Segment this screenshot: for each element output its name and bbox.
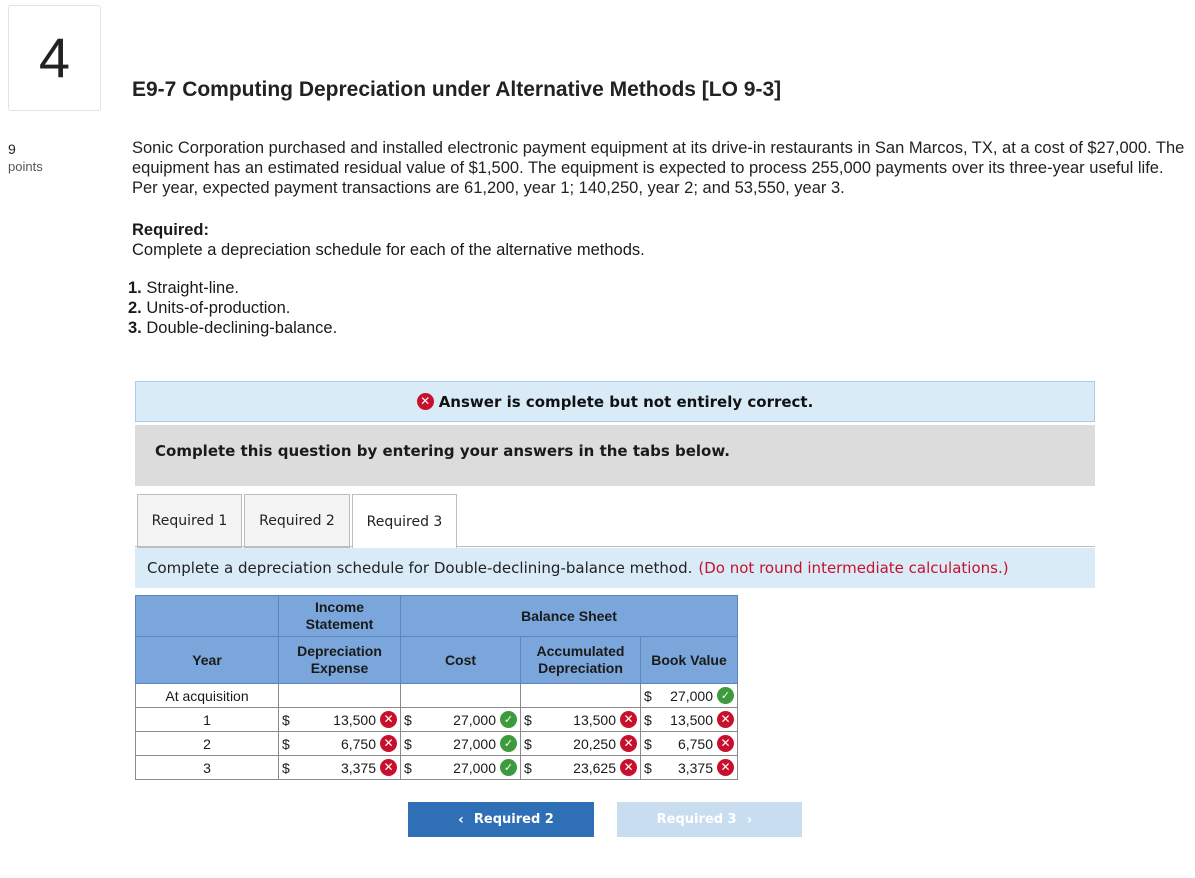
required-text: Complete a depreciation schedule for each of the alternative methods.	[132, 241, 645, 259]
value-text: 3,375	[340, 759, 376, 776]
next-button[interactable]	[617, 802, 802, 837]
chevron-left-icon: ‹	[458, 811, 464, 828]
header-income-statement: Income Statement	[279, 596, 401, 637]
question-number: 4	[8, 5, 101, 111]
currency-symbol: $	[404, 735, 412, 752]
list-item: 1. Straight-line.	[128, 279, 239, 297]
currency-symbol: $	[282, 735, 290, 752]
value-text: 6,750	[677, 735, 713, 752]
value-text: 13,500	[573, 711, 616, 728]
accum-dep-input[interactable]	[521, 756, 641, 780]
points-label: points	[8, 159, 43, 174]
schedule-note: (Do not round intermediate calculations.)	[698, 559, 1009, 577]
table-row	[136, 756, 738, 780]
tab-required-3[interactable]: Required 3	[352, 494, 457, 549]
year-cell: 3	[136, 756, 279, 780]
accum-dep-input[interactable]	[521, 684, 641, 708]
cost-input[interactable]	[401, 708, 521, 732]
value-text: 13,500	[670, 711, 713, 728]
currency-symbol: $	[524, 759, 532, 776]
dep-expense-input[interactable]	[279, 732, 401, 756]
prev-button[interactable]	[408, 802, 594, 837]
accum-dep-input[interactable]	[521, 708, 641, 732]
header-blank	[136, 596, 279, 637]
incorrect-icon: ✕	[380, 711, 397, 728]
currency-symbol: $	[524, 735, 532, 752]
table-row	[136, 708, 738, 732]
correct-icon: ✓	[717, 687, 734, 704]
points-indicator	[8, 140, 43, 176]
value-text: 23,625	[573, 759, 616, 776]
chevron-right-icon: ›	[746, 811, 753, 828]
header-balance-sheet: Balance Sheet	[401, 596, 738, 637]
answer-status-banner	[135, 381, 1095, 422]
book-value-input[interactable]	[641, 684, 738, 708]
incorrect-icon: ✕	[380, 735, 397, 752]
header-cost: Cost	[401, 637, 521, 684]
dep-expense-input[interactable]	[279, 708, 401, 732]
incorrect-icon: ✕	[717, 759, 734, 776]
currency-symbol: $	[282, 759, 290, 776]
methods-list	[128, 278, 337, 338]
year-cell: At acquisition	[136, 684, 279, 708]
incorrect-icon: ✕	[620, 759, 637, 776]
incorrect-icon: ✕	[620, 711, 637, 728]
currency-symbol: $	[644, 711, 652, 728]
tab-required-2[interactable]: Required 2	[244, 494, 350, 548]
currency-symbol: $	[282, 711, 290, 728]
year-cell: 1	[136, 708, 279, 732]
currency-symbol: $	[404, 759, 412, 776]
required-heading: Required:	[132, 221, 210, 239]
value-text: 27,000	[453, 711, 496, 728]
points-value: 9	[8, 141, 16, 157]
value-text: 27,000	[670, 687, 713, 704]
list-item: 3. Double-declining-balance.	[128, 319, 338, 337]
header-book-value: Book Value	[641, 637, 738, 684]
answer-status-text: Answer is complete but not entirely correct.	[438, 392, 814, 411]
table-row	[136, 684, 738, 708]
currency-symbol: $	[524, 711, 532, 728]
currency-symbol: $	[644, 735, 652, 752]
correct-icon: ✓	[500, 711, 517, 728]
incorrect-icon: ✕	[380, 759, 397, 776]
book-value-input[interactable]	[641, 732, 738, 756]
question-title: E9-7 Computing Depreciation under Alternative Methods [LO 9-3]	[132, 78, 782, 101]
depreciation-table	[135, 595, 738, 780]
tab-required-1[interactable]: Required 1	[137, 494, 242, 548]
book-value-input[interactable]	[641, 708, 738, 732]
instruction-text: Complete this question by entering your answers in the tabs below.	[155, 442, 730, 460]
schedule-label: Complete a depreciation schedule for Double-declining-balance method.	[147, 559, 693, 577]
year-cell: 2	[136, 732, 279, 756]
list-item: 2. Units-of-production.	[128, 299, 291, 317]
cost-input[interactable]	[401, 684, 521, 708]
incorrect-icon: ✕	[417, 393, 434, 410]
dep-expense-input[interactable]	[279, 684, 401, 708]
question-paragraph: Sonic Corporation purchased and installed electronic payment equipment at its drive-in restaurants in San Marcos, TX, at a cost of $27,000. The equipment has an estimated residual value of $1,500. The equipment is expected to process 255,000 payments over its three-year useful life. Per year, expected payment transactions are 61,200, year 1; 140,250, year 2; and 53,550, year 3.	[132, 139, 1185, 197]
dep-expense-input[interactable]	[279, 756, 401, 780]
currency-symbol: $	[404, 711, 412, 728]
cost-input[interactable]	[401, 756, 521, 780]
value-text: 20,250	[573, 735, 616, 752]
correct-icon: ✓	[500, 735, 517, 752]
value-text: 3,375	[677, 759, 713, 776]
header-year: Year	[136, 637, 279, 684]
incorrect-icon: ✕	[620, 735, 637, 752]
currency-symbol: $	[644, 687, 652, 704]
header-dep-expense: Depreciation Expense	[279, 637, 401, 684]
accum-dep-input[interactable]	[521, 732, 641, 756]
value-text: 27,000	[453, 759, 496, 776]
currency-symbol: $	[644, 759, 652, 776]
cost-input[interactable]	[401, 732, 521, 756]
prev-button-label: Required 2	[473, 812, 554, 827]
schedule-instruction	[135, 548, 1095, 588]
table-row	[136, 732, 738, 756]
value-text: 27,000	[453, 735, 496, 752]
tab-divider	[135, 546, 1095, 547]
correct-icon: ✓	[500, 759, 517, 776]
incorrect-icon: ✕	[717, 711, 734, 728]
instruction-banner	[135, 425, 1095, 486]
value-text: 6,750	[340, 735, 376, 752]
header-accum-dep: Accumulated Depreciation	[521, 637, 641, 684]
incorrect-icon: ✕	[717, 735, 734, 752]
book-value-input[interactable]	[641, 756, 738, 780]
value-text: 13,500	[333, 711, 376, 728]
next-button-label: Required 3	[656, 812, 737, 827]
